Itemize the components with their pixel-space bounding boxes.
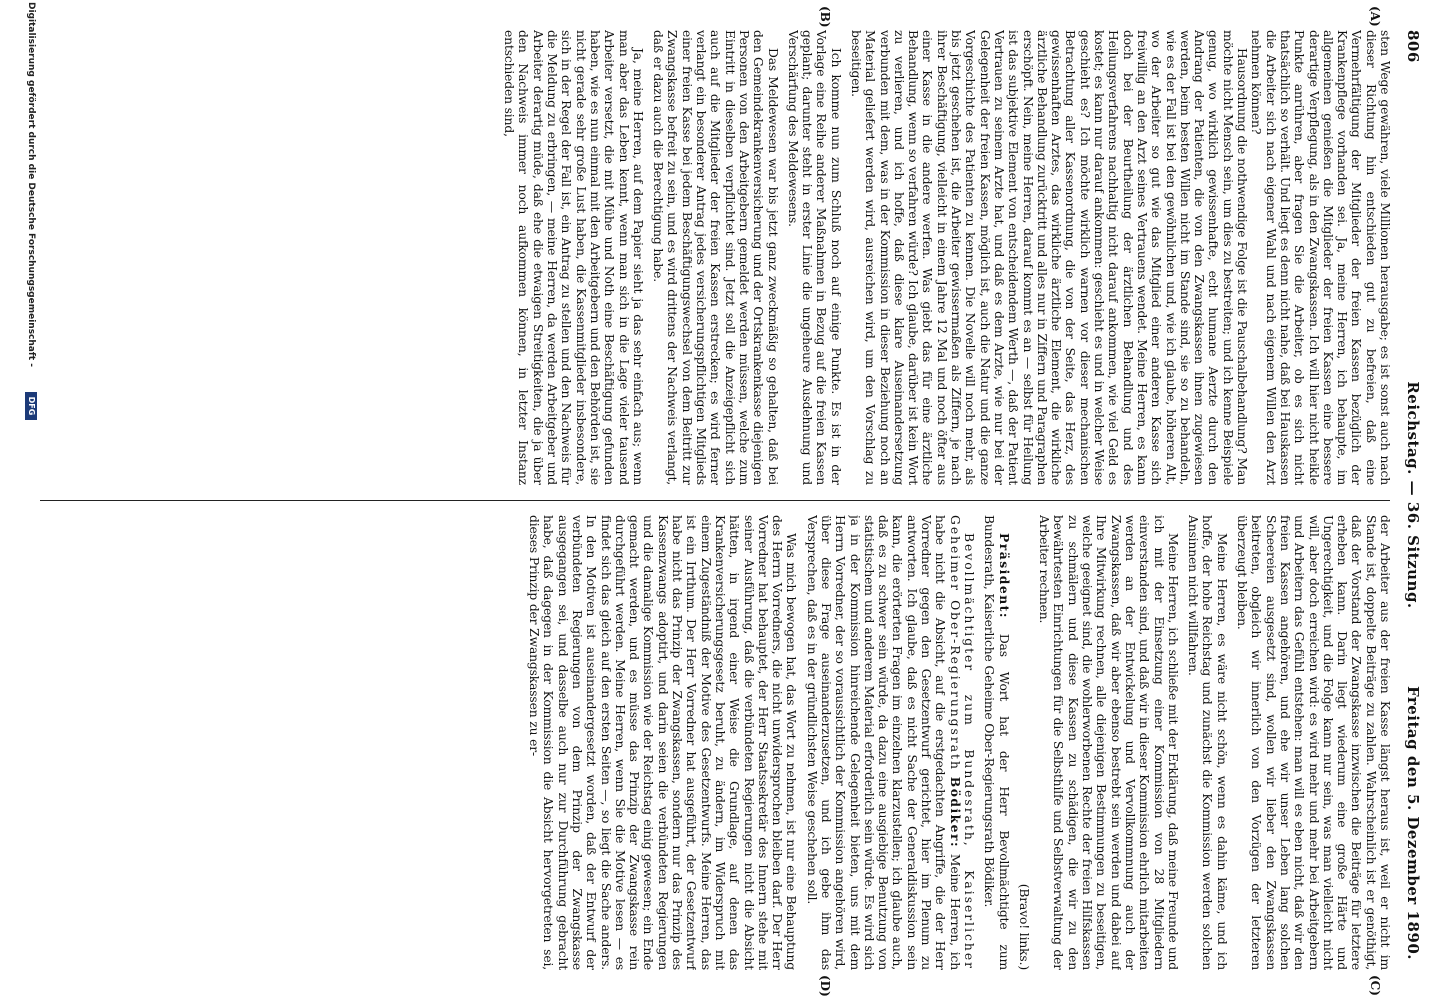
paragraph — [804, 515, 976, 970]
paragraph: sten Wege gewähren, viele Millionen herausgabe; es ist sonst auch nach dieser Richtung hin entschieden gut zu befreien, daß eine Vermehrfältigung der Mitglieder der freien Kassen bezüglich der Krankenpflege vorhanden sei. Ja, meine Herren, ich behaupte, im allgemeinen genießen die Mitglieder der freien Kassen eine bessere derartige Verpflegung, als in den Zwangskassen. Ich will hier nicht heikle Punkte anrühren, aber fragen Sie die Arbeiter, ob es sich nicht thatsächlich so verhält. Und liegt es denn nicht nahe, daß bei Hauskassen die Arbeiter sich nach eigener Wahl und nach eigenem Willen den Arzt nehmen können? — [1249, 30, 1392, 485]
paragraph: Was mich bewogen hat, das Wort zu nehmen, ist nur eine Behauptung des Herrn Vorredners, die nicht unwidersprochen bleiben darf. Der Herr Vorredner hat behauptet, der Herr Staatssekretär des Innern stehe mit seiner Ausführung, daß die verbündeten Regierungen nicht die Absicht hätten, in irgend einer Weise die Grundlage, auf denen das Krankenversicherungsgesetz beruht, zu ändern, im Widerspruch mit einem Zugeständniß der Motive des Gesetzentwurfs. Meine Herren, das ist ein Irrthum. Der Herr Vorredner hat ausgeführt, der Gesetzentwurf habe nicht das Prinzip der Zwangskassen, sondern nur das Prinzip des Kassenzwangs adoptirt, und darin seien die verbündeten Regierungen und die damalige Kommission wie der Reichstag einig gewesen; ein Ende gemacht werden, und es müsse das Prinzip der Zwangskasse rein durchgeführt werden. Meine Herren, wenn Sie die Motive lesen — es findet sich das gleich auf den ersten Seiten —, so liegt die Sache anders. In den Motiven ist auseinandergesetzt worden, daß der Entwurf der verbündeten Regierungen von dem Prinzip der Zwangskasse ausgegangen sei, und dasselbe auch nur zur Durchführung gebracht habe, daß dagegen in der Kommission die Absicht hervorgetreten sei, dieses Prinzip der Zwangskassen zu er- — [527, 515, 799, 970]
right-column — [30, 515, 1392, 970]
page-number: 806 — [1404, 30, 1422, 63]
paragraph: Meine Herren, es wäre nicht schön, wenn es dahin käme, und ich hoffe, der hohe Reichstag und zunächst die Kommission werden solchen Ansinnen nicht willfahren. — [1186, 515, 1229, 970]
paragraph: Hausordnung die nothwendige Folge ist die Pauschalbehandlung? Man möchte nicht Mensch sein, um dies zu bestreiten; und ich kenne Beispiele genug, wo wirklich gewissenhafte, echt humane Aerzte durch den Andrang der Patienten, die von den Zwangskassen ihnen zugewiesen werden, beim besten Willen nicht im Stande sind, sie so zu behandeln, wie es der Fall ist bei den gewöhnlichen und, wie ich glaube, höheren Alt, wo der Arbeiter so gut wie das Mitglied einer anderen Kasse sich freiwillig an den Arzt seines Vertrauens wendet. Meine Herren, es kann doch bei der Beurtheilung der ärztlichen Behandlung und des Heilungsverfahrens nachhaltig nicht darauf ankommen, wie viel Geld es kostet; es kann nur darauf ankommen: geschieht es und in welcher Weise geschieht es? Ich möchte wirklich warnen vor dieser mechanischen Betrachtung aller Kassenordnung, die von der Seite, das Herz, des gewissenhaften Arztes, das wirkliche ärztliche Element, die wirkliche ärztliche Behandlung zurücktritt und alles nur in Ziffern und Paragraphen erschöpft. Nein, meine Herren, darauf kommt es an — selbst für Heilung ist das subjektive Element von entscheidendem Werth —, daß der Patient Vertrauen zu seinem Arzte hat, und daß es dem Arzte, wie nur bei der Gelegenheit der freien Kassen, möglich ist, auch die Natur und die ganze Vorgeschichte des Patienten zu kennen. Die Novelle will noch mehr, als bis jetzt geschehen ist, die Arbeiter gewissermaßen als Ziffern, je nach ihrer Beschäftigung, vielleicht in einem Jahre 12 Mal und noch öfter aus einer Kasse in die andere werfen. Was giebt das für eine ärztliche Behandlung, wenn so verfahren würde? Ich glaube, darüber ist kein Wort zu verlieren, und ich hoffe, daß diese klare Auseinandersetzung verbunden mit dem, was in der Kommission in dieser Beziehung noch an Material geliefert werden wird, ausreichen wird, um den Vorschlag zu beseitigen. — [849, 30, 1250, 485]
speaker-name: Präsident: — [996, 533, 1012, 619]
left-column — [30, 30, 1392, 485]
footer — [20, 0, 40, 1000]
document-page — [20, 0, 1432, 1000]
speech-text: Das Wort hat der Herr Bevollmächtigte zum Bundesrath, Kaiserliche Geheime Ober-Regierungsrath Bödiker. — [982, 515, 1011, 970]
page-header — [1400, 30, 1422, 960]
paragraph: Das Meldewesen war bis jetzt ganz zweckmäßig so gehalten, daß bei den Gemeindekrankenversicherung und der Ortskrankenkasse diejenigen Personen von den Arbeitgebern gemeldet werden müssen, welche zum Eintritt in dieselben verpflichtet sind. Jetzt soll die Anzeigepflicht sich auch auf die Mitglieder der freien Kassen erstrecken; es wird ferner verlangt ein besonderer Antrag jedes versicherungspflichtigen Mitglieds einer freien Kasse bei jedem Beschäftigungswechsel von dem Beitritt zur Zwangskasse befreit zu sein, und es wird drittens der Nachweis verlangt, daß er dazu auch die Berechtigung habe. — [651, 30, 780, 485]
page-title: Reichstag. — 36. Sitzung. — [1404, 381, 1422, 609]
paragraph: der Arbeiter aus der freien Kasse längst heraus ist, weil er nicht im Stande ist, doppelte Beiträge zu zahlen. Wahrscheinlich ist er genöthigt, daß der Vorstand der Zwangskasse inzwischen die Beiträge für letztere erheben kann. Darin liegt wiederum eine große Härte und Ungerechtigkeit, und die Folge kann nur sein, was man vielleicht nicht will, aber doch erreichen wird: es wird mehr und mehr bei Arbeitgebern und Arbeitern das Gefühl entstehen: man will es eben nicht, daß wir den freien Kassen angehören, und ehe wir unser Leben lang solchen Scheereien ausgesetzt sind, wollen wir lieber den Zwangskassen beitreten, obgleich wir innerlich von den Vorzügen der letzteren überzeugt bleiben. — [1235, 515, 1392, 970]
paragraph: Meine Herren, ich schließe mit der Erklärung, daß meine Freunde und ich mit der Einsetzung einer Kommission von 28 Mitgliedern einverstanden sind, und daß wir in dieser Kommission ehrlich mitarbeiten werden an der Entwickelung und Vervollkommnung auch der Zwangskassen, daß wir aber ebenso bestrebt sein werden und dabei auf Ihre Mitwirkung rechnen, alle diejenigen Bestimmungen zu beseitigen, welche geeignet sind, die wohlerworbenen Rechte der freien Hilfskassen zu schmälern und diese Kassen zu schädigen, die wir zu den bewährtesten Einrichtungen für die Selbsthilfe und Selbstverwaltung der Arbeiter rechnen. — [1037, 515, 1180, 970]
paragraph: Ich komme nun zum Schluß noch auf einige Punkte. Es ist in der Vorlage eine Reihe anderer Maßnahmen in Bezug auf die freien Kassen geplant; darunter steht in erster Linie die ungeheure Ausdehnung und Verschärfung des Meldewesens. — [785, 30, 843, 485]
margin-marker-d: (D) — [818, 975, 832, 997]
speech-text: Meine Herren, ich habe nicht die Absicht, auf die erstgedachten Angriffe, die der Herr Vorredner gegen den Gesetzentwurf gerichtet, hier im Plenum zu antworten. Ich glaube, daß es nicht Sache der Generaldiskussion sein kann, die erörterten Fragen im einzelnen klarzustellen; ich glaube auch, daß es zu schwer sein würde, da dazu eine ausgiebige Benutzung von statistischem und anderem Material erforderlich sein würde. Es wird sich ja in der Kommission hinreichende Gelegenheit bieten, uns mit dem Herrn Vorredner, der so voraussichtlich der Kommission angehören wird, über diese Frage auseinanderzusetzen, und ich gebe ihm das Versprechen, daß es in der gründlichsten Weise geschehen soll. — [804, 515, 962, 970]
margin-marker-a: (A) — [1368, 6, 1382, 27]
session-date: Freitag den 5. Dezember 1890. — [1404, 685, 1422, 960]
paragraph: Ja, meine Herren, auf dem Papier sieht ja das sehr einfach aus; wenn man aber das Leben kennt, wenn man sich in die Lage vieler tausend Arbeiter versetzt, die mit Mühe und Noth eine Beschäftigung gefunden haben, wie es nun einmal mit den Arbeitgebern und den Behörden ist, sie nicht gerade sehr große Lust haben, die Kassenmitglieder insbesondere, sich in der Regel der Fall ist, ein Antrag zu stellen und den Nachweis für die Meldung zu erbringen, — meine Herren, da werden Arbeitgeber und Arbeiter derartig müde, daß ehe die etwaigen Streitigkeiten, die ja über den Nachweis immer noch aufkommen können, in letzter Instanz entschieden sind, — [502, 30, 645, 485]
applause-note: (Bravo! links.) — [1016, 883, 1031, 970]
footer-credit: Digitalisierung gefördert durch die Deutsche Forschungsgemeinschaft - — [26, 2, 36, 367]
speaker-name: Bödiker: — [947, 776, 963, 849]
dfg-logo: DFG — [25, 392, 37, 420]
paragraph — [982, 515, 1011, 970]
column-divider — [40, 500, 1390, 501]
speaker-title: Bevollmächtigter zum Bundesrath, Kaiserlicher Geheimer Ober-Regierungsrath — [947, 515, 976, 970]
margin-marker-c: (C) — [1368, 975, 1382, 996]
margin-marker-b: (B) — [818, 6, 832, 28]
